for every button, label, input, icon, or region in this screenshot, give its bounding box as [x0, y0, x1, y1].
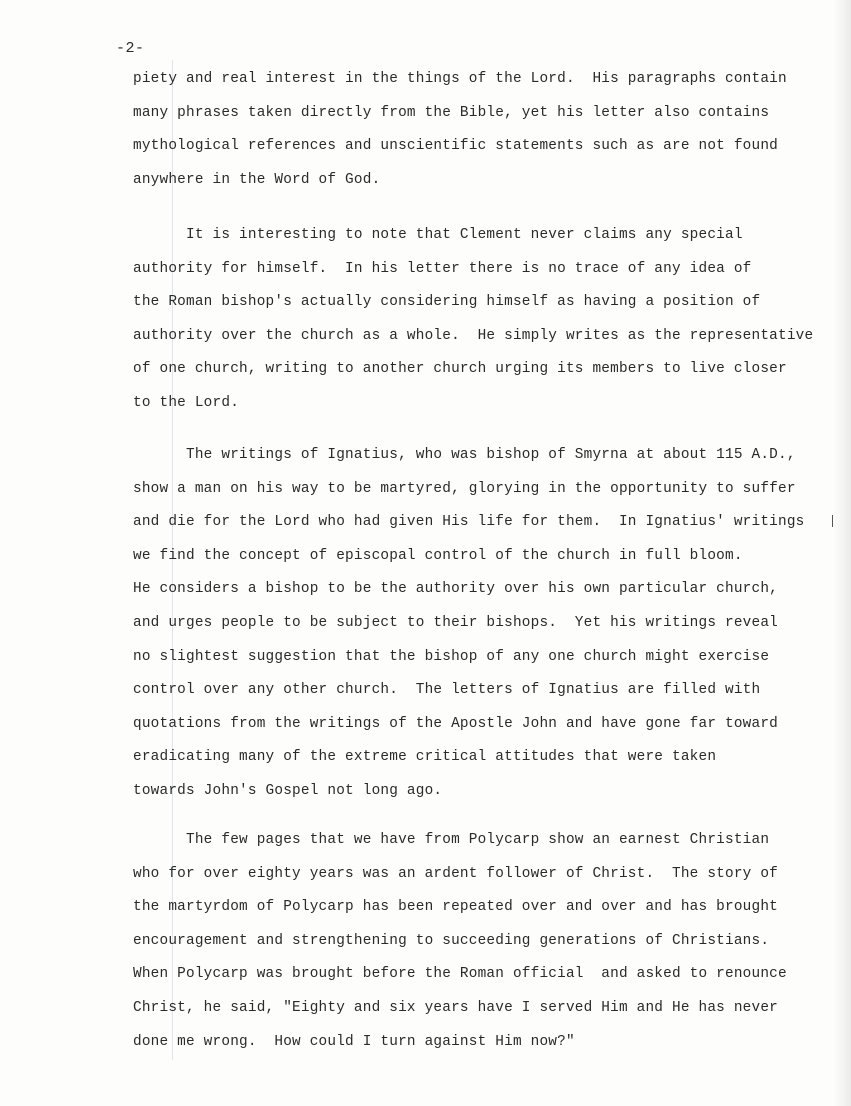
text-line: the martyrdom of Polycarp has been repeated over and over and has brought: [133, 899, 779, 916]
text-line: and urges people to be subject to their bishops. Yet his writings reveal: [133, 614, 779, 631]
text-line: quotations from the writings of the Apostle John and have gone far toward: [133, 715, 779, 732]
paragraph-2: [133, 219, 813, 421]
text-line: the Roman bishop's actually considering himself as having a position of: [133, 294, 761, 311]
text-line: It is interesting to note that Clement never claims any special: [133, 227, 743, 243]
text-line: authority over the church as a whole. He simply writes as the representative: [133, 327, 814, 344]
paragraph-1: [133, 63, 787, 197]
text-line: of one church, writing to another church urging its members to live closer: [133, 361, 787, 378]
text-line: done me wrong. How could I turn against Him now?": [133, 1033, 575, 1050]
paragraph-3: [133, 439, 805, 809]
text-line: eradicating many of the extreme critical attitudes that were taken: [133, 749, 717, 766]
text-line: we find the concept of episcopal control of the church in full bloom.: [133, 547, 743, 564]
text-line: mythological references and unscientific statements such as are not found: [133, 138, 779, 155]
text-line: Christ, he said, "Eighty and six years have I served Him and He has never: [133, 999, 779, 1016]
text-line: towards John's Gospel not long ago.: [133, 782, 443, 799]
text-line: anywhere in the Word of God.: [133, 171, 381, 188]
text-line: to the Lord.: [133, 394, 240, 411]
page-edge-shadow: [833, 0, 851, 1106]
text-line: many phrases taken directly from the Bible, yet his letter also contains: [133, 104, 770, 121]
text-line: show a man on his way to be martyred, glorying in the opportunity to suffer: [133, 480, 796, 497]
text-line: When Polycarp was brought before the Roman official and asked to renounce: [133, 966, 787, 983]
paragraph-4: [133, 824, 787, 1059]
page-number: -2-: [116, 40, 145, 57]
text-line: control over any other church. The letters of Ignatius are filled with: [133, 682, 761, 699]
text-line: encouragement and strengthening to succeeding generations of Christians.: [133, 932, 770, 949]
text-line: piety and real interest in the things of the Lord. His paragraphs contain: [133, 71, 787, 87]
text-line: no slightest suggestion that the bishop of any one church might exercise: [133, 648, 770, 665]
text-line: The few pages that we have from Polycarp show an earnest Christian: [133, 832, 770, 848]
text-line: and die for the Lord who had given His life for them. In Ignatius' writings: [133, 514, 805, 531]
stray-ink-mark: [832, 515, 833, 527]
text-line: He considers a bishop to be the authority over his own particular church,: [133, 581, 779, 598]
text-line: who for over eighty years was an ardent follower of Christ. The story of: [133, 865, 779, 882]
text-line: The writings of Ignatius, who was bishop of Smyrna at about 115 A.D.,: [133, 447, 796, 463]
text-line: authority for himself. In his letter there is no trace of any idea of: [133, 260, 752, 277]
